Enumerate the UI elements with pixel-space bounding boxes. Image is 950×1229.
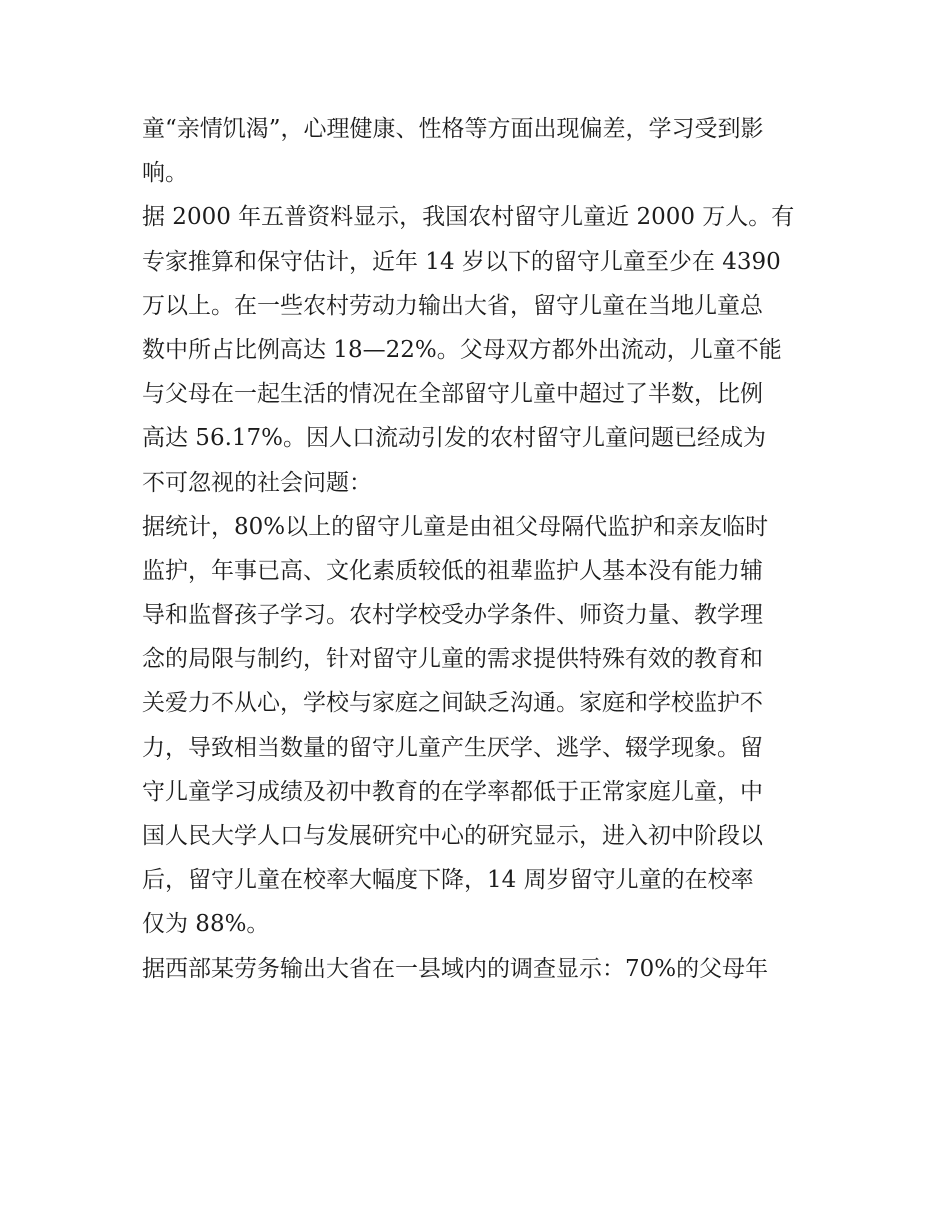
text-line: 响。 xyxy=(142,160,188,187)
text-line: 童“亲情饥渴”，心理健康、性格等方面出现偏差，学习受到影 xyxy=(142,116,764,142)
text-line: 导和监督孩子学习。农村学校受办学条件、师资力量、教学理 xyxy=(142,602,763,629)
text-line: 据统计，80%以上的留守儿童是由祖父母隔代监护和亲友临时 xyxy=(142,513,769,540)
text-line: 仅为 88%。 xyxy=(142,911,270,938)
text-line: 据西部某劳务输出大省在一县域内的调查显示：70%的父母年 xyxy=(142,955,769,982)
text-line: 国人民大学人口与发展研究中心的研究显示，进入初中阶段以 xyxy=(142,823,763,849)
text-line: 高达 56.17%。因人口流动引发的农村留守儿童问题已经成为 xyxy=(142,425,767,452)
text-line: 后，留守儿童在校率大幅度下降，14 周岁留守儿童的在校率 xyxy=(142,867,754,894)
text-line: 监护，年事已高、文化素质较低的祖辈监护人基本没有能力辅 xyxy=(142,557,763,584)
body-text xyxy=(142,107,822,991)
text-line: 数中所占比例高达 18—22%。父母双方都外出流动，儿童不能 xyxy=(142,336,782,363)
text-line: 力，导致相当数量的留守儿童产生厌学、逃学、辍学现象。留 xyxy=(142,734,763,761)
text-line: 不可忽视的社会问题： xyxy=(142,469,372,496)
text-line: 念的局限与制约，针对留守儿童的需求提供特殊有效的教育和 xyxy=(142,646,763,673)
text-line: 守儿童学习成绩及初中教育的在学率都低于正常家庭儿童，中 xyxy=(142,778,763,805)
text-line: 关爱力不从心，学校与家庭之间缺乏沟通。家庭和学校监护不 xyxy=(142,690,763,717)
text-line: 万以上。在一些农村劳动力输出大省，留守儿童在当地儿童总 xyxy=(142,292,763,319)
text-line: 专家推算和保守估计，近年 14 岁以下的留守儿童至少在 4390 xyxy=(142,248,781,275)
text-line: 据 2000 年五普资料显示，我国农村留守儿童近 2000 万人。有 xyxy=(142,204,795,231)
text-line: 与父母在一起生活的情况在全部留守儿童中超过了半数，比例 xyxy=(142,381,763,408)
